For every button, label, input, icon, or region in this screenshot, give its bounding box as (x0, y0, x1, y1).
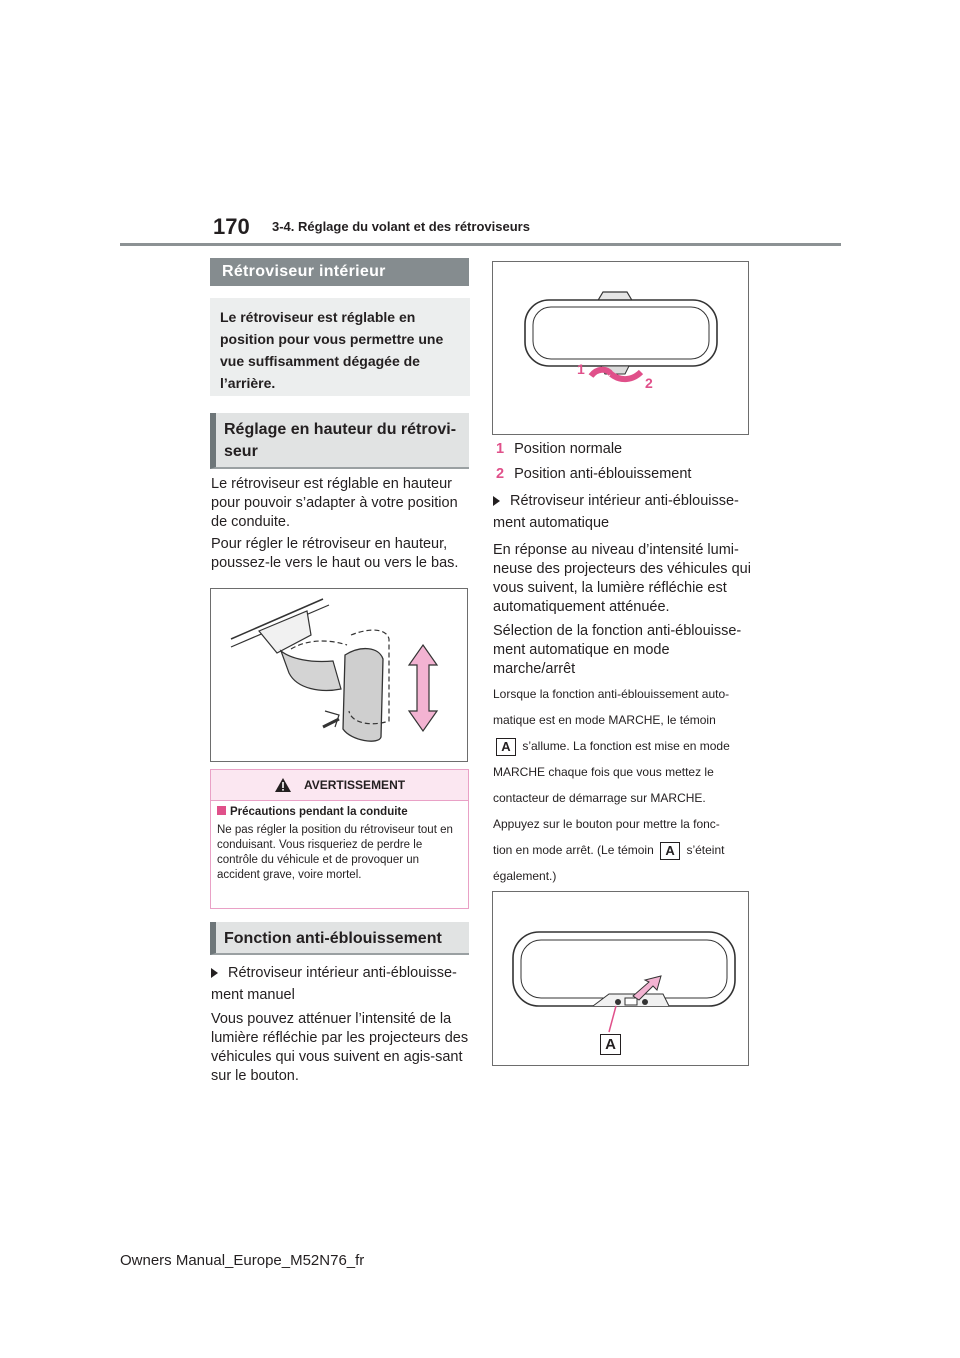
figure-label-1: 1 (577, 361, 585, 377)
mirror-height-figure (210, 588, 468, 762)
indicator-a-key: A (496, 738, 516, 756)
note-line-3-row (493, 733, 755, 759)
legend-text-1: Position normale (514, 441, 623, 457)
auto-mode-note (493, 681, 755, 889)
figure-label-2: 2 (645, 375, 653, 391)
warning-text: Ne pas régler la position du rétroviseur tout en conduisant. Vous risqueriez de perdre le contrôle du véhicule et de provoquer un accident grave, voire mortel. (217, 824, 453, 881)
mirror-manual-illustration (493, 262, 748, 434)
note-line-7a: tion en mode arrêt. (Le témoin (493, 843, 654, 857)
page-number: 170 (213, 214, 250, 239)
legend-item-2 (496, 465, 756, 484)
section-title: Rétroviseur intérieur (210, 258, 469, 286)
manual-mirror-text: Vous pouvez atténuer l’intensité de la lumière réfléchie par les projecteurs des véhicules qui vous suivent en agis-sant sur le bouton. (211, 1011, 469, 1084)
warning-heading: AVERTISSEMENT (303, 778, 406, 792)
auto-mirror-text-1: En réponse au niveau d’intensité lumi-neuse des projecteurs des véhicules qui vous suivent, la lumière réfléchie est automatiquement atténuée. (493, 542, 751, 615)
note-line-2: matique est en mode MARCHE, le témoin (493, 713, 716, 727)
section-intro: Le rétroviseur est réglable en position pour vous permettre une vue suffisamment dégagée de l’arrière. (210, 298, 470, 396)
manual-mirror-label: Rétroviseur intérieur anti-éblouisse-ment manuel (211, 965, 457, 1003)
note-line-6: Appuyez sur le bouton pour mettre la fonc- (493, 817, 720, 831)
warning-box (210, 769, 469, 909)
height-adjust-text-1: Le rétroviseur est réglable en hauteur pour pouvoir s’adapter à votre position de conduite. (211, 476, 458, 530)
mirror-height-illustration (211, 589, 467, 761)
legend-number-1: 1 (496, 441, 505, 457)
warning-triangle-icon (274, 777, 292, 793)
note-line-7b: s’éteint (686, 843, 725, 857)
legend-text-2: Position anti-éblouissement (514, 466, 692, 482)
mirror-auto-figure (492, 891, 749, 1066)
note-line-3: s’allume. La fonction est mise en mode (522, 739, 730, 753)
note-line-7-row (493, 837, 755, 863)
height-adjust-heading: Réglage en hauteur du rétrovi-seur (210, 413, 469, 469)
note-line-5: contacteur de démarrage sur MARCHE. (493, 791, 706, 805)
warning-item-title-row (217, 805, 460, 820)
mirror-manual-figure (492, 261, 749, 435)
indicator-a-key: A (660, 842, 680, 860)
legend-number-2: 2 (496, 466, 505, 482)
note-line-1: Lorsque la fonction anti-éblouissement auto- (493, 687, 730, 701)
height-adjust-text-2: Pour régler le rétroviseur en hauteur, poussez-le vers le haut ou vers le bas. (211, 536, 459, 571)
callout-a-label: A (600, 1034, 621, 1055)
legend-item-1 (496, 440, 756, 459)
warning-header (211, 770, 468, 801)
auto-mirror-text-2: Sélection de la fonction anti-éblouisse-ment automatique en mode marche/arrêt (493, 623, 742, 677)
note-line-8: également.) (493, 869, 557, 883)
footer-text: Owners Manual_Europe_M52N76_fr (120, 1252, 365, 1269)
bullet-triangle-icon (211, 968, 218, 978)
manual-mirror-label-row (211, 962, 469, 1006)
warning-bullet-square (217, 806, 226, 815)
header-rule (120, 243, 841, 246)
note-line-4: MARCHE chaque fois que vous mettez le (493, 765, 714, 779)
warning-item-title: Précautions pendant la conduite (230, 806, 408, 818)
anti-glare-heading: Fonction anti-éblouissement (210, 922, 469, 955)
bullet-triangle-icon (493, 496, 500, 506)
auto-mirror-label: Rétroviseur intérieur anti-éblouisse-ment automatique (493, 493, 739, 531)
auto-mirror-label-row (493, 490, 755, 534)
chapter-title: 3-4. Réglage du volant et des rétroviseurs (272, 219, 530, 234)
